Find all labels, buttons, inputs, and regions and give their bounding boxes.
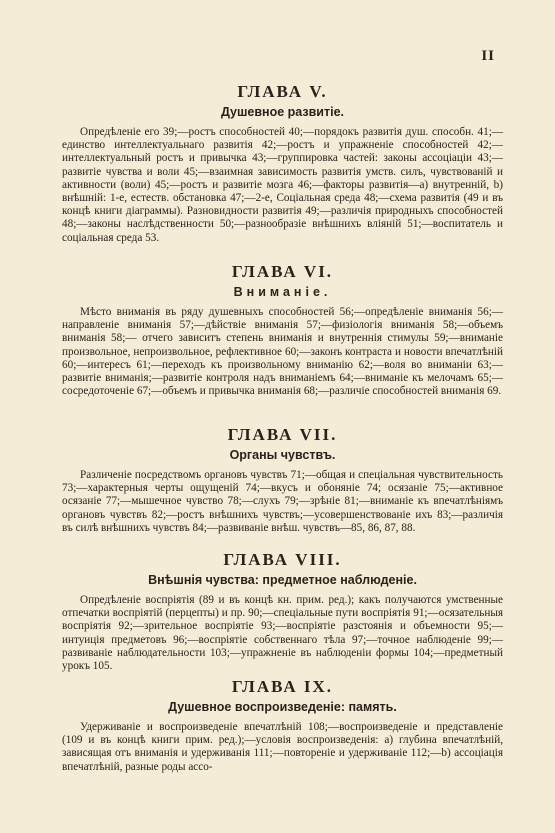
chapter-5	[62, 82, 503, 245]
chapter-text: Опредѣленіе воспріятія (89 и въ концѣ кн. прим. ред.); какъ получаются умственные отпечатки воспріятій (перцепты) и пр. 90;—спеціальные пути воспріятія 91;—осязательныя воспріятія 92;—зрительное воспріятіе 93;—воспріятіе разстоянія и объемности 95;—интуиція предметовъ 96;—воспріятіе собственнаго тѣла 97;—точное наблюденіе 99;—развиваніе наблюдательности 103;—упражненіе въ наблюденіи формы 104;—предметный урокъ 105.	[62, 594, 503, 673]
chapter-subtitle: Органы чувствъ.	[229, 448, 336, 462]
chapter-subtitle: Душевное воспроизведеніе: память.	[168, 700, 397, 714]
chapter-subtitle: Душевное развитіе.	[220, 105, 345, 119]
chapter-7	[62, 425, 503, 535]
chapter-text: Удерживаніе и воспроизведеніе впечатлѣній 108;—воспроизведеніе и представленіе (109 и въ концѣ книги прим. ред.);—условія воспроизведенія: а) глубина впечатлѣній, зависящая отъ вниманія и удерживанія 111;—повтореніе и удерживаніе 112;—b) ассоціація впечатлѣній, разные роды ассо-	[62, 721, 503, 773]
chapter-8	[62, 550, 503, 673]
chapter-subtitle: Внѣшнія чувства: предметное наблюденіе.	[148, 573, 417, 587]
chapter-text: Мѣсто вниманія въ ряду душевныхъ способностей 56;—опредѣленіе вниманія 56;—направленіе вниманія 57;—дѣйствіе вниманія 57;—физіологія вниманія 58;—объемъ вниманія 58;— отчего зависитъ степень вниманія и внутреннія стимулы 59;—вниманіе произвольное, непроизвольное, рефлективное 60;—законъ контраста и новости впечатлѣній 60;—интересъ 61;—переходъ къ произвольному вниманію 62;—воля во вниманіи 63;—развитіе вниманія;—развитіе контроля надъ вниманіемъ 64;—вниманіе къ мелочамъ 65;—сосредоточеніе 67;—объемъ и привычка вниманія 68;—различіе способностей вниманія 69.	[62, 306, 503, 398]
chapter-subtitle: Вниманіе.	[233, 285, 332, 299]
chapter-text: Различеніе посредствомъ органовъ чувствъ 71;—общая и спеціальная чувствительность 73;—характерныя черты ощущеній 74;—вкусъ и обоняніе 74; осязаніе 75;—активное осязаніе 77;—мышечное чувство 78;—слухъ 79;—зрѣніе 81;—вниманіе къ впечатлѣніямъ органовъ чувствъ 82;—ростъ внѣшнихъ чувствъ;—усовершенствованіе ихъ 83;—различія въ силѣ внѣшнихъ чувствъ 84;—развиваніе внѣш. чувствъ—85, 86, 87, 88.	[62, 469, 503, 534]
chapter-title: ГЛАВА VIII.	[223, 550, 342, 569]
chapter-6	[62, 262, 503, 398]
chapter-text: Опредѣленіе его 39;—ростъ способностей 40;—порядокъ развитія душ. способн. 41;—единство интеллектуальнаго развитія 42;—ростъ и упражненіе способностей 42;—интеллектуальный ростъ и привычка 43;—группировка частей: законы ассоціаціи 43;—развитіе чувства и воли 45;—взаимная зависимость развитія умств. силъ, чувствованій и активности (воли) 45;—ростъ и развитіе мозга 46;—факторы развитія—а) внутренній, b) внѣшній: 1-е, естеств. обстановка 47;—2-е, Соціальная среда 48;—схема развитія (49 и въ концѣ книги діаграммы). Разновидности развитія 49;—различія природныхъ способностей 48;—законы наслѣдственности 50;—разнообразіе внѣшнихъ вліяній 51;—воспитатель и соціальная среда 53.	[62, 126, 503, 244]
chapter-title: ГЛАВА VI.	[231, 262, 334, 281]
chapter-title: ГЛАВА V.	[237, 82, 328, 101]
chapter-9	[62, 677, 503, 774]
chapter-title: ГЛАВА VII.	[227, 425, 338, 444]
page-number: II	[481, 48, 495, 64]
chapter-title: ГЛАВА IX.	[231, 677, 334, 696]
